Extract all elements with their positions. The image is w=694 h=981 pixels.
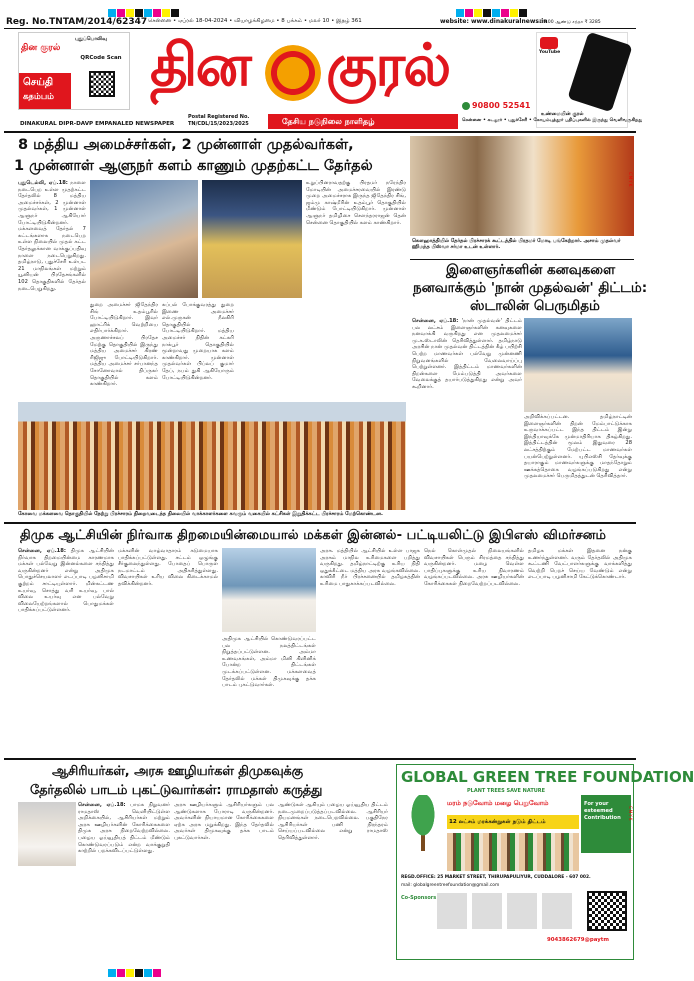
promo-box	[18, 32, 130, 110]
ad-title: GLOBAL GREEN TREE FOUNDATION	[401, 768, 694, 786]
story4-col1	[78, 802, 170, 958]
ad-contribution: For your esteemed Contribution	[584, 801, 621, 821]
postal-number: TN/CDL/15/2023/2025	[188, 121, 249, 127]
story1-body-1: நாளை நடைபெற உள்ள முதற்கட்ட தேர்தலில் 8 மத்திய அமைச்சர்கள், 2 முன்னாள் முதல்வர்கள், 1 முன்னாள் ஆளுநர் ஆகியோர் போட்டியிடுகின்றனர். மக்களவைத் தேர்தல் 7 கட்டங்களாக நடைபெற உள்ள நிலையில் முதல் கட்ட தேர்தலுக்கான வாக்குப்பதிவு நாளை நடைபெறுகிறது. தமிழ்நாடு, புதுச்சேரி உள்பட 21 மாநிலங்கள் மற்றும் யூனியன் பிரதேசங்களில் 102 தொகுதிகளில் தேர்தல் நடைபெறுகிறது.	[18, 180, 86, 292]
tagline: தேசிய நடுநிலை நாளிதழ்	[282, 117, 375, 126]
story2-dateline: சென்னை, ஏப்.18:	[412, 318, 459, 324]
story3-col2: மக்களின் வாழ்வாதாரம் கடுமையாக பாதிக்கப்பட்டுள்ளது. சட்டம் ஒழுங்கு சீர்குலைந்துள்ளது. போதைப் பொருள் நடமாட்டம் அதிகரித்துள்ளது. விவசாயிகள் உரிய விலை கிடைக்காமல் தவிக்கின்றனர்.	[118, 548, 218, 587]
story3-headline[interactable]: திமுக ஆட்சியின் நிர்வாக திறமையின்மையால் மக்கள் இன்னல்- பட்டியலிட்டு இபிஎஸ் விமர்சனம்	[20, 528, 607, 543]
date-line: சென்னை • ஏப்ரல் 18-04-2024 • வியாழக்கிழமை • 8 பக்கம் • மலர் 10 • இதழ் 361	[148, 18, 362, 24]
story1-col1	[18, 180, 86, 398]
ad-sponsors: Co-Sponsors	[401, 895, 437, 901]
youtube-icon[interactable]	[540, 37, 558, 49]
qr-code[interactable]	[89, 71, 115, 97]
smartphone-icon	[567, 32, 632, 113]
website[interactable]: website: www.dinakuralnews.in	[440, 18, 548, 25]
story4-headline-2[interactable]: தேர்தலில் பாடம் புகட்டுவார்கள்: ராமதாஸ் கருத்து	[30, 783, 323, 798]
story2-col-right: அறிவிக்கப்பட்டன. தமிழ்நாட்டின் இளைஞர்களின் திறன் மேம்பாட்டுக்காக உருவாக்கப்பட்ட இந்த திட்டம் இன்று இந்தியாவுக்கே முன்மாதிரியாக திகழ்கிறது. இத்திட்டத்தின் மூலம் இதுவரை 28 லட்சத்திற்கும் மேற்பட்ட மாணவர்கள் பயன்பெற்றுள்ளனர். யுபிஎஸ்சி தேர்வுக்கு தயாராகும் மாணவர்களுக்கு மாதந்தோறும் ஊக்கத்தொகை வழங்கப்படுகிறது என்று முதலமைச்சர் பெருமிதத்துடன் தெரிவித்தார்.	[524, 414, 632, 480]
ad-email: mail: globalgreentreefoundation@gmail.com	[401, 883, 500, 888]
section-divider-2	[4, 758, 636, 760]
ad-people-photo	[447, 833, 579, 871]
eps-photo	[222, 548, 316, 632]
right-promo-box	[536, 32, 628, 128]
voting-hand-photo	[90, 180, 198, 298]
ad-sponsor-logos	[437, 893, 577, 929]
story3-col3: அதிமுக ஆட்சியில் கொண்டுவரப்பட்ட பல நலத்திட்டங்கள் நிறுத்தப்பட்டுள்ளன. அம்மா உணவகங்கள், அம்மா மினி கிளினிக் போன்ற திட்டங்கள் முடக்கப்பட்டுள்ளன. மக்களவைத் தேர்தலில் மக்கள் திமுகவுக்கு தக்க பாடம் புகட்டுவார்கள்.	[222, 636, 316, 689]
story1-col4: உறுப்பினராவதற்கு பிரதமர் நரேந்திர மோடியின் அமைச்சரவையில் இரண்டு முறை அமைச்சராக இருந்த ஜிதேந்திர சிங், ஜம்மு காஷ்மீரின் உதம்பூர் தொகுதியில் மீண்டும் போட்டியிடுகிறார். முன்னாள் ஆளுநர் தமிழிசை சௌந்தரராஜன் தென் சென்னை தொகுதியில் களம் காண்கிறார்.	[306, 180, 406, 226]
story3-body-1: திமுக ஆட்சியின் நிர்வாக திறமையின்மை காரணமாக மக்கள் பல்வேறு இன்னல்களை சந்தித்து வருகின்றனர் என்று அதிமுக பொதுச்செயலாளர் எடப்பாடி பழனிசாமி குற்றம் சாட்டியுள்ளார். மின்கட்டண உயர்வு, சொத்து வரி உயர்வு, பால் விலை உயர்வு என பல்வேறு விலையேற்றங்களால் பொதுமக்கள் பாதிக்கப்பட்டுள்ளனர்.	[18, 548, 114, 614]
story3-col6: தமிழக மக்கள் இதனை நன்கு உணர்ந்துள்ளனர். வரும் தேர்தலில் அதிமுக கூட்டணி வேட்பாளர்களுக்கு வாக்களித்து வெற்றி பெறச் செய்ய வேண்டும் என்று எடப்பாடி பழனிசாமி கேட்டுக்கொண்டார்.	[528, 548, 632, 581]
ad-address: REGD.OFFICE: 25 MARKET STREET, THIRUPAPULIYUR, CUDDALORE - 607 002.	[401, 875, 591, 880]
ad-slogan: PLANT TREES SAVE NATURE	[467, 788, 546, 794]
story2-headline-2[interactable]: நனவாக்கும் 'நான் முதல்வன்' திட்டம்:	[413, 280, 648, 296]
print-color-strip	[108, 2, 258, 12]
empanel-line: DINAKURAL DIPR-DAVP EMPANALED NEWSPAPER	[20, 121, 175, 127]
postal-line: Postal Registered No.	[188, 114, 250, 120]
green-tree-ad[interactable]	[396, 764, 694, 960]
story3-col1	[18, 548, 114, 754]
story3-col5: நெல் கொள்முதல் நிலையங்களில் விவசாயிகள் பெரும் சிரமத்தை சந்தித்து வருகின்றனர். மழை வெள்ள பாதிப்புகளுக்கு உரிய நிவாரணம் வழங்கப்படவில்லை. அரசு ஊழியர்களின் கோரிக்கைகள் நிறைவேற்றப்படவில்லை.	[424, 548, 524, 587]
cmyk-mark-bottom: CMYK	[628, 806, 633, 822]
ad-highlight: 12 லட்சம் மரக்கன்றுகள் நடும் திட்டம்	[449, 819, 546, 825]
story1-col2: துறை அமைச்சர் ஜிதேந்திர சிங் உதம்பூரில் போட்டியிடுகிறார். இவர் ஹாட்ரிக் வெற்றியை எதிர்பார்க்கிறார். அருணாச்சலப் பிரதேச மேற்கு தொகுதியில் இருந்து மத்திய அமைச்சர் கிரண் ரிஜிஜு போட்டியிடுகிறார். மத்திய அமைச்சர் சர்பானந்த சோனோவால் திப்ருகர் தொகுதியில் களம் காண்கிறார்.	[90, 302, 158, 388]
section-divider-1	[4, 522, 636, 524]
story4-headline-1[interactable]: ஆசிரியர்கள், அரசு ஊழியர்கள் திமுகவுக்கு	[52, 764, 303, 779]
print-color-strip-bottom	[108, 962, 258, 970]
ramadoss-photo	[18, 802, 76, 866]
story3-col4: அரசு. மத்தியில் ஆட்சியில் உள்ள பாஜக அரசும் மாநில உரிமைகளை பறித்து வருகிறது. தமிழ்நாட்டிற்கு உரிய நிதி ஒதுக்கீட்டை மத்திய அரசு வழங்கவில்லை. காவிரி நீர் பிரச்சனையில் தமிழகத்தின் உரிமை பாதுகாக்கப்படவில்லை.	[320, 548, 420, 587]
story1-headline-1[interactable]: 8 மத்திய அமைச்சர்கள், 2 முன்னாள் முதல்வர்கள்,	[18, 137, 354, 153]
story2-col-left	[412, 318, 522, 518]
story1-col3: கப்பல் போக்குவரத்து துறை இணை அமைச்சர் எல்.முருகன் நீலகிரி தொகுதியில் போட்டியிடுகிறார். மத்திய அமைச்சர் நிதின் கட்கரி நாக்பூர் தொகுதியில் மூன்றாவது முறையாக களம் காண்கிறார். முன்னாள் முதல்வர்கள் பிப்லப் குமார் தேப், நபம் துகி ஆகியோரும் போட்டியிடுகின்றனர்.	[162, 302, 234, 381]
story1-dateline: புதுடெல்லி, ஏப்.18:	[18, 180, 68, 186]
story3-dateline: சென்னை, ஏப்.18:	[18, 548, 66, 554]
cmyk-mark-top: CMYK	[628, 172, 633, 188]
promo-brand: தின குரல்	[21, 43, 61, 53]
phone-number[interactable]: 90800 52541	[472, 101, 531, 110]
story2-divider	[410, 259, 634, 260]
paper-name-1: தின	[150, 31, 250, 99]
promo-line-2: செய்தி	[23, 77, 54, 88]
promo-line-3: கதம்பம்	[23, 92, 54, 102]
masthead-divider	[4, 131, 636, 133]
editions-line: சென்னை • கடலூர் • புதுச்சேரி • கோயம்புத்தூர் பதிப்புகளில் இருந்து வெளிவருகிறது	[462, 118, 643, 123]
story2-headline-1[interactable]: இளைஞர்களின் கனவுகளை	[446, 262, 616, 278]
paper-name-2: குரல்	[326, 31, 450, 99]
print-color-strip-right	[456, 2, 606, 12]
stalin-photo	[524, 318, 632, 412]
story4-col2: அரசு ஊழியர்களும் ஆசிரியர்களும் பல ஆண்டுகளாக போராடி வருகின்றனர். அவர்களின் நியாயமான கோரிக்கைகளை ஏற்க அரசு மறுக்கிறது. இந்த தேர்தலில் அவர்கள் திமுகவுக்கு தக்க பாடம் புகட்டுவார்கள்.	[174, 802, 274, 841]
right-promo-text: உண்மையின் குரல்	[541, 111, 584, 117]
modi-photo-caption: கௌஹாத்தியில் தேர்தல் பிரச்சாரக் கூட்டத்தில் பிரதமர் மோடி பங்கேற்றார். அசாம் முதல்வர் ஹிமந்த பிஸ்வா சர்மா உடன் உள்ளார்.	[412, 238, 621, 250]
modi-rally-photo	[410, 136, 634, 236]
tree-icon	[403, 795, 443, 851]
youtube-label: YouTube	[539, 50, 561, 55]
price: ₹ 9.00 ஆண்டு சந்தா ₹ 3285	[539, 20, 601, 25]
promo-line-1: புதுப்பொலிவு	[75, 36, 107, 42]
qr-label: QRCode Scan	[80, 55, 122, 61]
story4-col3: ஆண்டுகள் ஆகியும் பழைய ஓய்வூதிய திட்டம் நடைமுறைப்படுத்தப்படவில்லை. ஆசிரியர் நியமனங்கள் நடைபெறவில்லை. பகுதிநேர ஆசிரியர்கள் பணி நிரந்தரம் செய்யப்படவில்லை என்று ராமதாஸ் தெரிவித்துள்ளார்.	[278, 802, 388, 841]
story2-headline-3[interactable]: ஸ்டாலின் பெருமிதம்	[470, 298, 600, 314]
ad-qr-code[interactable]	[587, 891, 627, 931]
evm-machine-photo	[202, 180, 302, 298]
ad-phone[interactable]: 9043862679@paytm	[547, 937, 609, 943]
promo-brand-logo	[21, 35, 71, 53]
ad-tamil-line: மரம் நடுவோம் மழை பெறுவோம்	[447, 799, 549, 807]
sun-emblem-icon	[265, 45, 321, 101]
story2-body-left: 'நான் முதல்வன்' திட்டம் பல லட்சம் இளைஞர்களின் கனவுகளை நனவாக்கி வருகிறது என முதலமைச்சர் மு.க.ஸ்டாலின் தெரிவித்துள்ளார். தமிழ்நாடு அரசின் நான் முதல்வன் திட்டத்தின் கீழ் பயிற்சி பெற்ற மாணவர்கள் பல்வேறு முன்னணி நிறுவனங்களில் வேலைவாய்ப்பு பெற்றுள்ளனர். இத்திட்டம் மாணவர்களின் திறன்களை மேம்படுத்தி அவர்களை வேலைக்குத் தயார்படுத்துகிறது என்று அவர் கூறினார்.	[412, 318, 523, 390]
divider	[4, 28, 636, 29]
phone-icon	[462, 102, 470, 110]
rally-crowd-photo	[18, 402, 406, 510]
story1-headline-2[interactable]: 1 முன்னாள் ஆளுநர் களம் காணும் முதற்கட்ட தேர்தல்	[14, 158, 373, 174]
reg-number: Reg. No.TNTAM/2014/62347	[6, 17, 148, 27]
story4-dateline: சென்னை, ஏப்.18:	[78, 802, 126, 808]
story4-body-1: பாமக நிறுவனர் ராமதாஸ் வெளியிட்டுள்ள அறிக்கையில், ஆசிரியர்கள் மற்றும் அரசு ஊழியர்களின் கோரிக்கைகளை திமுக அரசு நிறைவேற்றவில்லை. பழைய ஓய்வூதியத் திட்டம் மீண்டும் கொண்டுவரப்படும் என்ற வாக்குறுதி காற்றில் பறக்கவிடப்பட்டுள்ளது.	[78, 802, 170, 855]
rally-photo-caption: கோவை மக்களவை தொகுதியில் நேற்று பிரச்சாரம் நிறைவடைந்த நிலையில் வாக்காளர்களை கவரும் வகையில் கட்சிகள் இறுதிக்கட்ட பிரச்சாரம் மேற்கொண்டன.	[18, 511, 383, 517]
